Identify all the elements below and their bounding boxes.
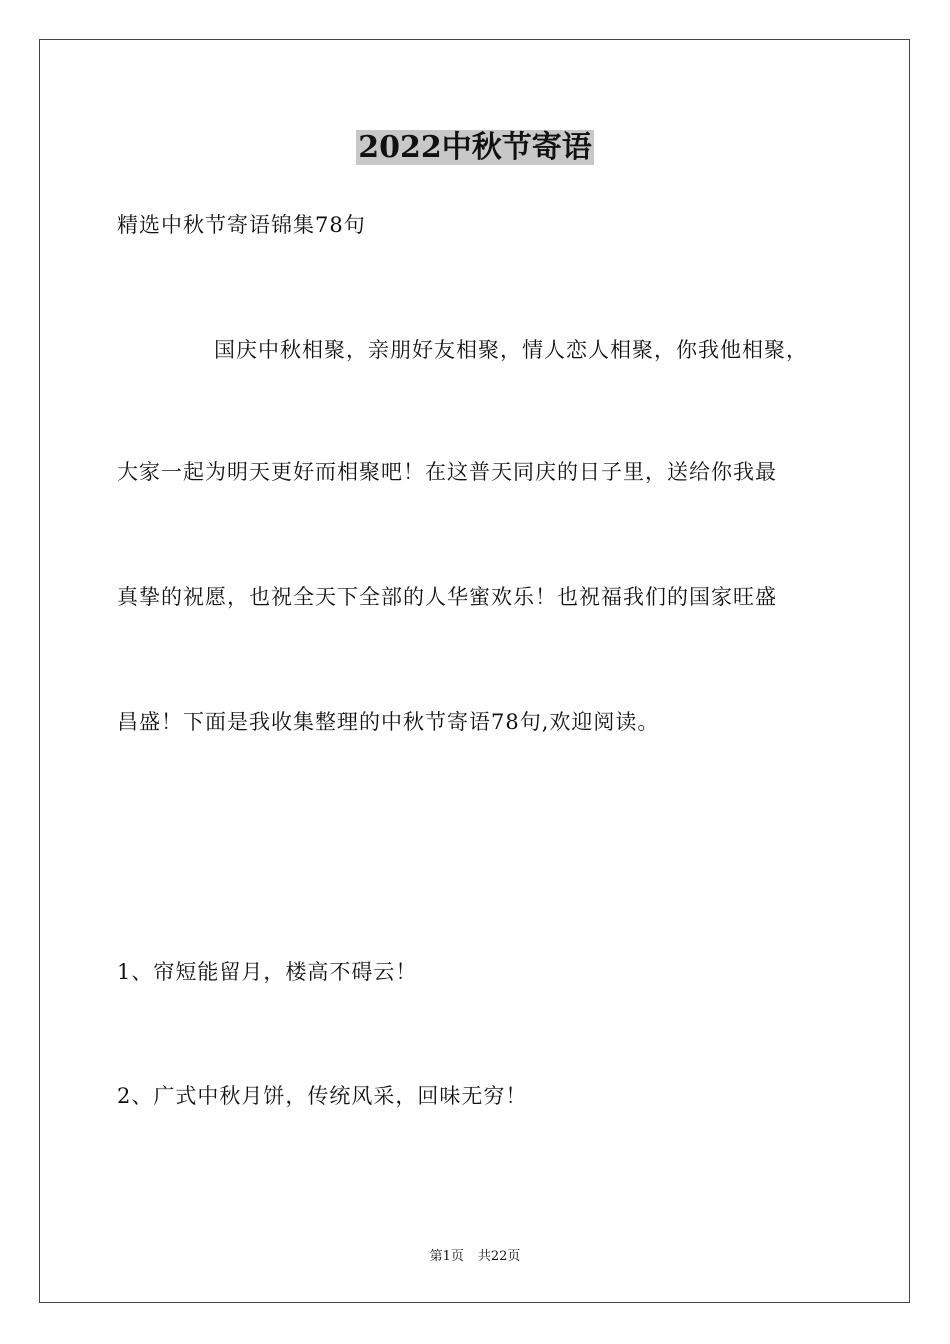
page-footer	[0, 1248, 950, 1266]
list-item: 1、帘短能留月，楼高不碍云！	[117, 960, 418, 984]
intro-paragraph-line: 真挚的祝愿，也祝全天下全部的人华蜜欢乐！也祝福我们的国家旺盛	[117, 585, 777, 609]
list-item: 2、广式中秋月饼，传统风采，回味无穷！	[117, 1084, 528, 1108]
document-subtitle: 精选中秋节寄语锦集78句	[117, 213, 366, 237]
page-number: 第1页	[429, 1249, 464, 1264]
intro-paragraph-line: 国庆中秋相聚，亲朋好友相聚，情人恋人相聚，你我他相聚，	[214, 338, 808, 362]
document-title-text: 2022中秋节寄语	[358, 130, 592, 165]
intro-paragraph-line: 昌盛！下面是我收集整理的中秋节寄语78句,欢迎阅读。	[117, 710, 660, 734]
document-title	[0, 128, 950, 168]
page-total: 共22页	[477, 1249, 521, 1264]
intro-paragraph-line: 大家一起为明天更好而相聚吧！在这普天同庆的日子里，送给你我最	[117, 460, 777, 484]
